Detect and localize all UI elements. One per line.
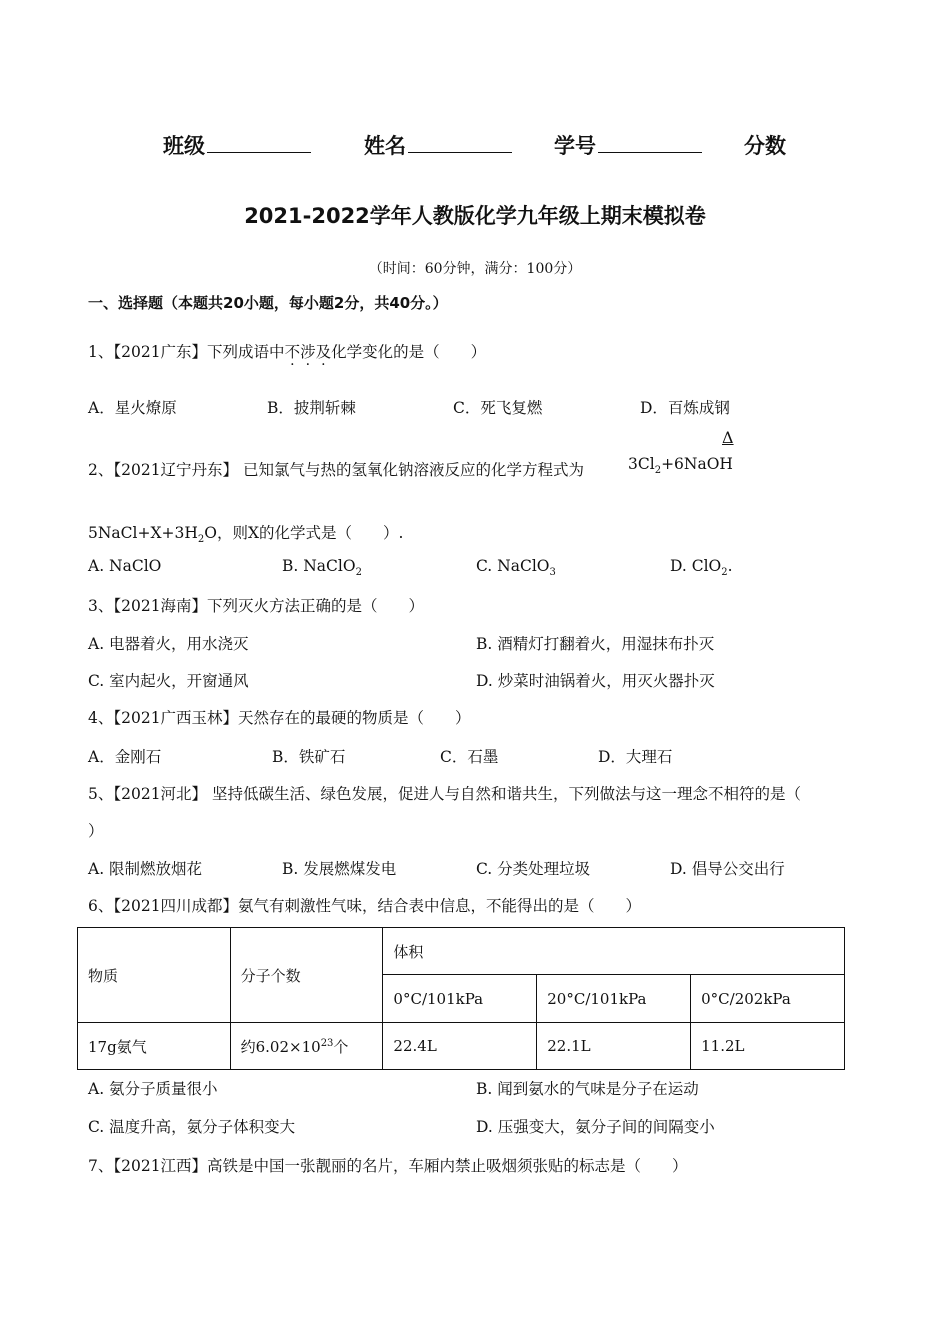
q3-option-b[interactable]: B. 酒精灯打翻着火，用湿抹布扑灭 (476, 635, 715, 653)
question-5: 5、【2021河北】 坚持低碳生活、绿色发展，促进人与自然和谐共生，下列做法与这一理念不相符的是（ (88, 785, 801, 803)
emphasis-char: 涉 (300, 343, 316, 361)
q1-option-a[interactable]: A．星火燎原 (88, 399, 177, 417)
equation-part: 3Cl (628, 455, 655, 473)
q2-option-b[interactable] (282, 557, 362, 578)
equation-part: +6NaOH (661, 455, 733, 473)
cell-text: 个 (333, 1037, 349, 1056)
option-text: . (727, 557, 733, 575)
table-header-cell: 0°C/202kPa (691, 975, 845, 1023)
heat-condition-icon: Δ (722, 428, 734, 447)
q1-option-d[interactable]: D．百炼成钢 (640, 399, 730, 417)
emphasis-char: 不 (284, 343, 301, 361)
q5-option-c[interactable]: C. 分类处理垃圾 (476, 860, 591, 878)
question-5-continuation: ） (88, 822, 104, 840)
question-2-line-2 (88, 521, 403, 545)
equation-part: O，则X的化学式是（ ）. (204, 524, 404, 542)
score-field (744, 130, 786, 160)
question-1-text-post: 化学变化的是（ ） (331, 343, 487, 361)
q4-option-a[interactable]: A．金刚石 (88, 748, 162, 766)
q1-option-c[interactable]: C．死飞复燃 (453, 399, 543, 417)
table-cell: 17g氨气 (78, 1023, 231, 1070)
table-cell (230, 1023, 383, 1070)
data-table (77, 927, 845, 1070)
score-label: 分数 (744, 134, 786, 158)
student-id-field (554, 130, 702, 160)
subscript: 2 (654, 465, 662, 477)
option-text: B. NaClO (282, 557, 356, 575)
q3-option-c[interactable]: C. 室内起火，开窗通风 (88, 672, 249, 690)
question-2: 2、【2021辽宁丹东】 已知氯气与热的氢氧化钠溶液反应的化学方程式为 (88, 461, 584, 479)
class-label: 班级 (163, 134, 205, 158)
table-cell: 22.1L (537, 1023, 691, 1070)
question-1-text-pre: 1、【2021广东】下列成语中 (88, 343, 285, 361)
page-title: 2021-2022学年人教版化学九年级上期末模拟卷 (244, 204, 706, 228)
equation-part: 5NaCl+X+3H (88, 524, 198, 542)
question-4: 4、【2021广西玉林】天然存在的最硬的物质是（ ） (88, 709, 471, 727)
name-field (364, 130, 512, 160)
student-id-blank[interactable] (598, 134, 702, 153)
q3-option-a[interactable]: A. 电器着火，用水浇灭 (88, 635, 249, 653)
q6-option-d[interactable]: D. 压强变大，氨分子间的间隔变小 (476, 1118, 715, 1136)
table-cell: 22.4L (383, 1023, 537, 1070)
equation-reactants (628, 455, 733, 476)
q3-option-d[interactable]: D. 炒菜时油锅着火，用灭火器扑灭 (476, 672, 715, 690)
q4-option-c[interactable]: C．石墨 (440, 748, 499, 766)
q5-option-d[interactable]: D. 倡导公交出行 (670, 860, 785, 878)
q1-option-b[interactable]: B．披荆斩棘 (267, 399, 356, 417)
q5-option-a[interactable]: A. 限制燃放烟花 (88, 860, 203, 878)
option-text: C. NaClO (476, 557, 550, 575)
section-heading: 一、选择题（本题共20小题，每小题2分，共40分。） (88, 294, 448, 312)
question-3: 3、【2021海南】下列灭火方法正确的是（ ） (88, 597, 425, 615)
table-header-cell: 0°C/101kPa (383, 975, 537, 1023)
question-7: 7、【2021江西】高铁是中国一张靓丽的名片，车厢内禁止吸烟须张贴的标志是（ ） (88, 1157, 688, 1175)
q6-option-a[interactable]: A. 氨分子质量很小 (88, 1080, 218, 1098)
q6-option-c[interactable]: C. 温度升高，氨分子体积变大 (88, 1118, 296, 1136)
option-text: D. ClO (670, 557, 722, 575)
question-6: 6、【2021四川成都】氨气有刺激性气味，结合表中信息，不能得出的是（ ） (88, 897, 642, 915)
subscript: 3 (549, 567, 556, 579)
cell-text: 约6.02×10 (240, 1037, 321, 1056)
table-header-cell: 分子个数 (230, 928, 383, 1023)
q2-option-a[interactable]: A. NaClO (88, 557, 162, 575)
class-blank[interactable] (207, 134, 311, 153)
q6-option-b[interactable]: B. 闻到氨水的气味是分子在运动 (476, 1080, 699, 1098)
superscript: 23 (320, 1037, 334, 1049)
student-id-label: 学号 (554, 134, 596, 158)
table-header-cell: 20°C/101kPa (537, 975, 691, 1023)
table-row (78, 1023, 845, 1070)
emphasis-char: 及 (315, 343, 332, 361)
table-header-cell: 体积 (383, 928, 845, 975)
q5-option-b[interactable]: B. 发展燃煤发电 (282, 860, 397, 878)
q2-option-d[interactable] (670, 557, 733, 578)
question-1 (88, 340, 486, 362)
name-label: 姓名 (364, 134, 406, 158)
subscript: 2 (355, 567, 362, 579)
page-subtitle: （时间：60分钟，满分：100分） (368, 261, 582, 277)
q4-option-d[interactable]: D．大理石 (598, 748, 673, 766)
class-field (163, 130, 311, 160)
q2-option-c[interactable] (476, 557, 556, 578)
table-cell: 11.2L (691, 1023, 845, 1070)
subscript: 2 (721, 567, 728, 579)
q4-option-b[interactable]: B．铁矿石 (272, 748, 346, 766)
name-blank[interactable] (408, 134, 512, 153)
table-row (78, 928, 845, 975)
subscript: 2 (197, 534, 205, 546)
table-header-cell: 物质 (78, 928, 231, 1023)
